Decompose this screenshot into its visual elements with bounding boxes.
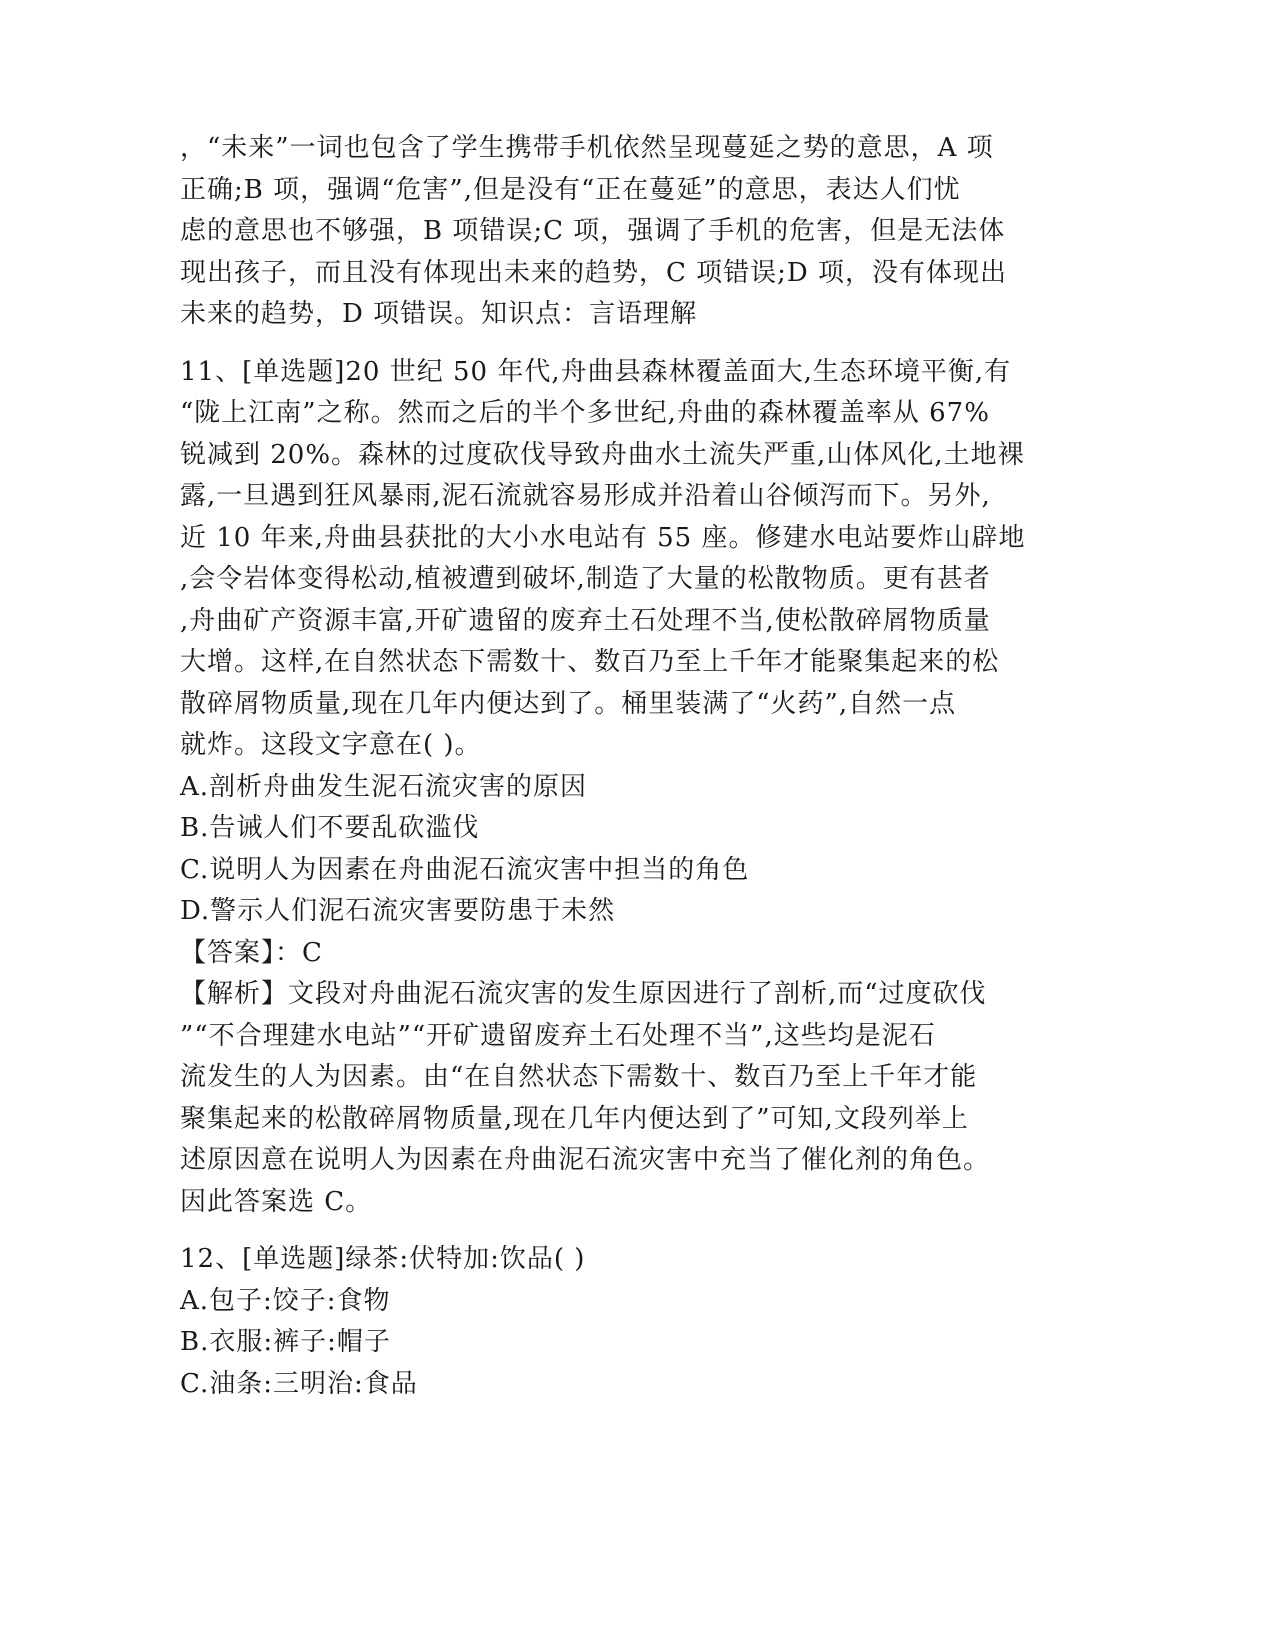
text-line: ，“未来”一词也包含了学生携带手机依然呈现蔓延之势的意思，A 项 bbox=[180, 133, 994, 163]
text-line: 因此答案选 C。 bbox=[180, 1186, 373, 1217]
q11-analysis bbox=[180, 974, 1040, 1223]
q10-analysis-tail bbox=[180, 128, 1040, 336]
text-line: 聚集起来的松散碎屑物质量,现在几年内便达到了”可知,文段列举上 bbox=[180, 1103, 969, 1134]
text-line: 大增。这样,在自然状态下需数十、数百乃至上千年才能聚集起来的松 bbox=[180, 647, 1000, 677]
text-line: 现出孩子，而且没有体现出未来的趋势，C 项错误;D 项，没有体现出 bbox=[180, 257, 1008, 288]
q11-options bbox=[180, 767, 1040, 933]
text-line: 虑的意思也不够强，B 项错误;C 项，强调了手机的危害，但是无法体 bbox=[180, 216, 1006, 246]
option-a: A.包子:饺子:食物 bbox=[180, 1285, 391, 1316]
option-d: D.警示人们泥石流灾害要防患于未然 bbox=[180, 896, 616, 926]
option-b: B.告诫人们不要乱砍滥伐 bbox=[180, 813, 480, 843]
text-line: 散碎屑物质量,现在几年内便达到了。桶里装满了“火药”,自然一点 bbox=[180, 688, 957, 719]
q12-stem: 12、[单选题]绿茶:伏特加:饮品( ) bbox=[180, 1244, 586, 1274]
option-c: C.油条:三明治:食品 bbox=[180, 1368, 418, 1399]
text-line: 【解析】文段对舟曲泥石流灾害的发生原因进行了剖析,而“过度砍伐 bbox=[180, 979, 987, 1009]
option-a: A.剖析舟曲发生泥石流灾害的原因 bbox=[180, 771, 588, 802]
document-page bbox=[180, 128, 1040, 1405]
text-line: 流发生的人为因素。由“在自然状态下需数十、数百乃至上千年才能 bbox=[180, 1062, 978, 1092]
q11-answer: 【答案】：C bbox=[180, 937, 323, 968]
text-line: “陇上江南”之称。然而之后的半个多世纪,舟曲的森林覆盖率从 67% bbox=[180, 398, 990, 428]
spacer bbox=[180, 1223, 1040, 1239]
text-line: 锐减到 20%。森林的过度砍伐导致舟曲水土流失严重,山体风化,土地裸 bbox=[180, 439, 1025, 470]
text-line: ,舟曲矿产资源丰富,开矿遗留的废弃土石处理不当,使松散碎屑物质量 bbox=[180, 605, 991, 636]
text-line: ,会令岩体变得松动,植被遭到破坏,制造了大量的松散物质。更有甚者 bbox=[180, 564, 991, 594]
text-line: 就炸。这段文字意在( )。 bbox=[180, 730, 482, 760]
question-11 bbox=[180, 352, 1040, 1224]
text-line: ”“不合理建水电站”“开矿遗留废弃土石处理不当”,这些均是泥石 bbox=[180, 1020, 936, 1051]
text-line: 11、[单选题]20 世纪 50 年代,舟曲县森林覆盖面大,生态环境平衡,有 bbox=[180, 356, 1012, 387]
spacer bbox=[180, 336, 1040, 352]
q11-stem bbox=[180, 352, 1040, 767]
text-line: 正确;B 项，强调“危害”,但是没有“正在蔓延”的意思，表达人们忧 bbox=[180, 174, 961, 205]
text-line: 未来的趋势，D 项错误。知识点：言语理解 bbox=[180, 299, 698, 329]
text-line: 述原因意在说明人为因素在舟曲泥石流灾害中充当了催化剂的角色。 bbox=[180, 1145, 991, 1175]
question-12 bbox=[180, 1239, 1040, 1405]
text-line: 近 10 年来,舟曲县获批的大小水电站有 55 座。修建水电站要炸山辟地 bbox=[180, 522, 1026, 553]
option-b: B.衣服:裤子:帽子 bbox=[180, 1327, 391, 1357]
option-c: C.说明人为因素在舟曲泥石流灾害中担当的角色 bbox=[180, 854, 750, 885]
text-line: 露,一旦遇到狂风暴雨,泥石流就容易形成并沿着山谷倾泻而下。另外, bbox=[180, 481, 991, 511]
